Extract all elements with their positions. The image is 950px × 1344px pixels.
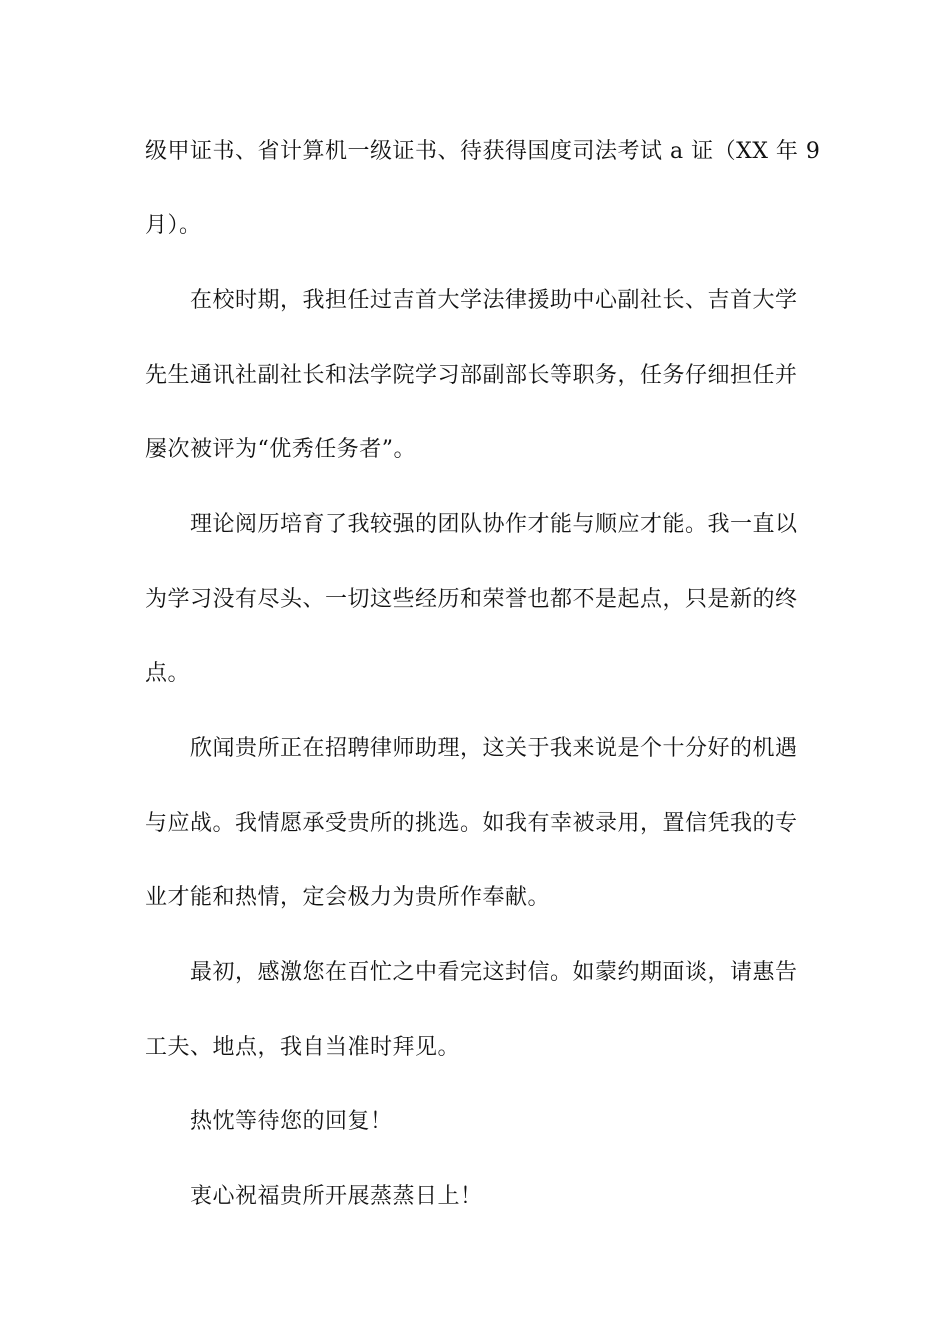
text-line: 月）。 <box>145 213 202 238</box>
text-line: 先生通讯社副社长和法学院学习部副部长等职务，任务仔细担任并 <box>145 363 798 388</box>
paragraph-start-line: 在校时期，我担任过吉首大学法律援助中心副社长、吉首大学 <box>190 288 798 313</box>
paragraph-start-line: 理论阅历培育了我较强的团队协作才能与顺应才能。我一直以 <box>190 512 798 537</box>
text-line: 工夫、地点，我自当准时拜见。 <box>145 1035 461 1060</box>
text-line: 点。 <box>145 661 191 686</box>
closing-line: 热忱等待您的回复！ <box>190 1109 393 1134</box>
text-line: 与应战。我情愿承受贵所的挑选。如我有幸被录用，置信凭我的专 <box>145 811 798 836</box>
text-line: 级甲证书、省计算机一级证书、待获得国度司法考试 a 证（XX 年 9 <box>145 139 821 164</box>
paragraph-start-line: 最初，感激您在百忙之中看完这封信。如蒙约期面谈，请惠告 <box>190 960 798 985</box>
closing-line: 衷心祝福贵所开展蒸蒸日上！ <box>190 1184 483 1209</box>
text-line: 为学习没有尽头、一切这些经历和荣誉也都不是起点，只是新的终 <box>145 587 798 612</box>
text-line: 屡次被评为“优秀任务者”。 <box>145 437 416 462</box>
text-line: 业才能和热情，定会极力为贵所作奉献。 <box>145 885 551 910</box>
paragraph-start-line: 欣闻贵所正在招聘律师助理，这关于我来说是个十分好的机遇 <box>190 736 798 761</box>
